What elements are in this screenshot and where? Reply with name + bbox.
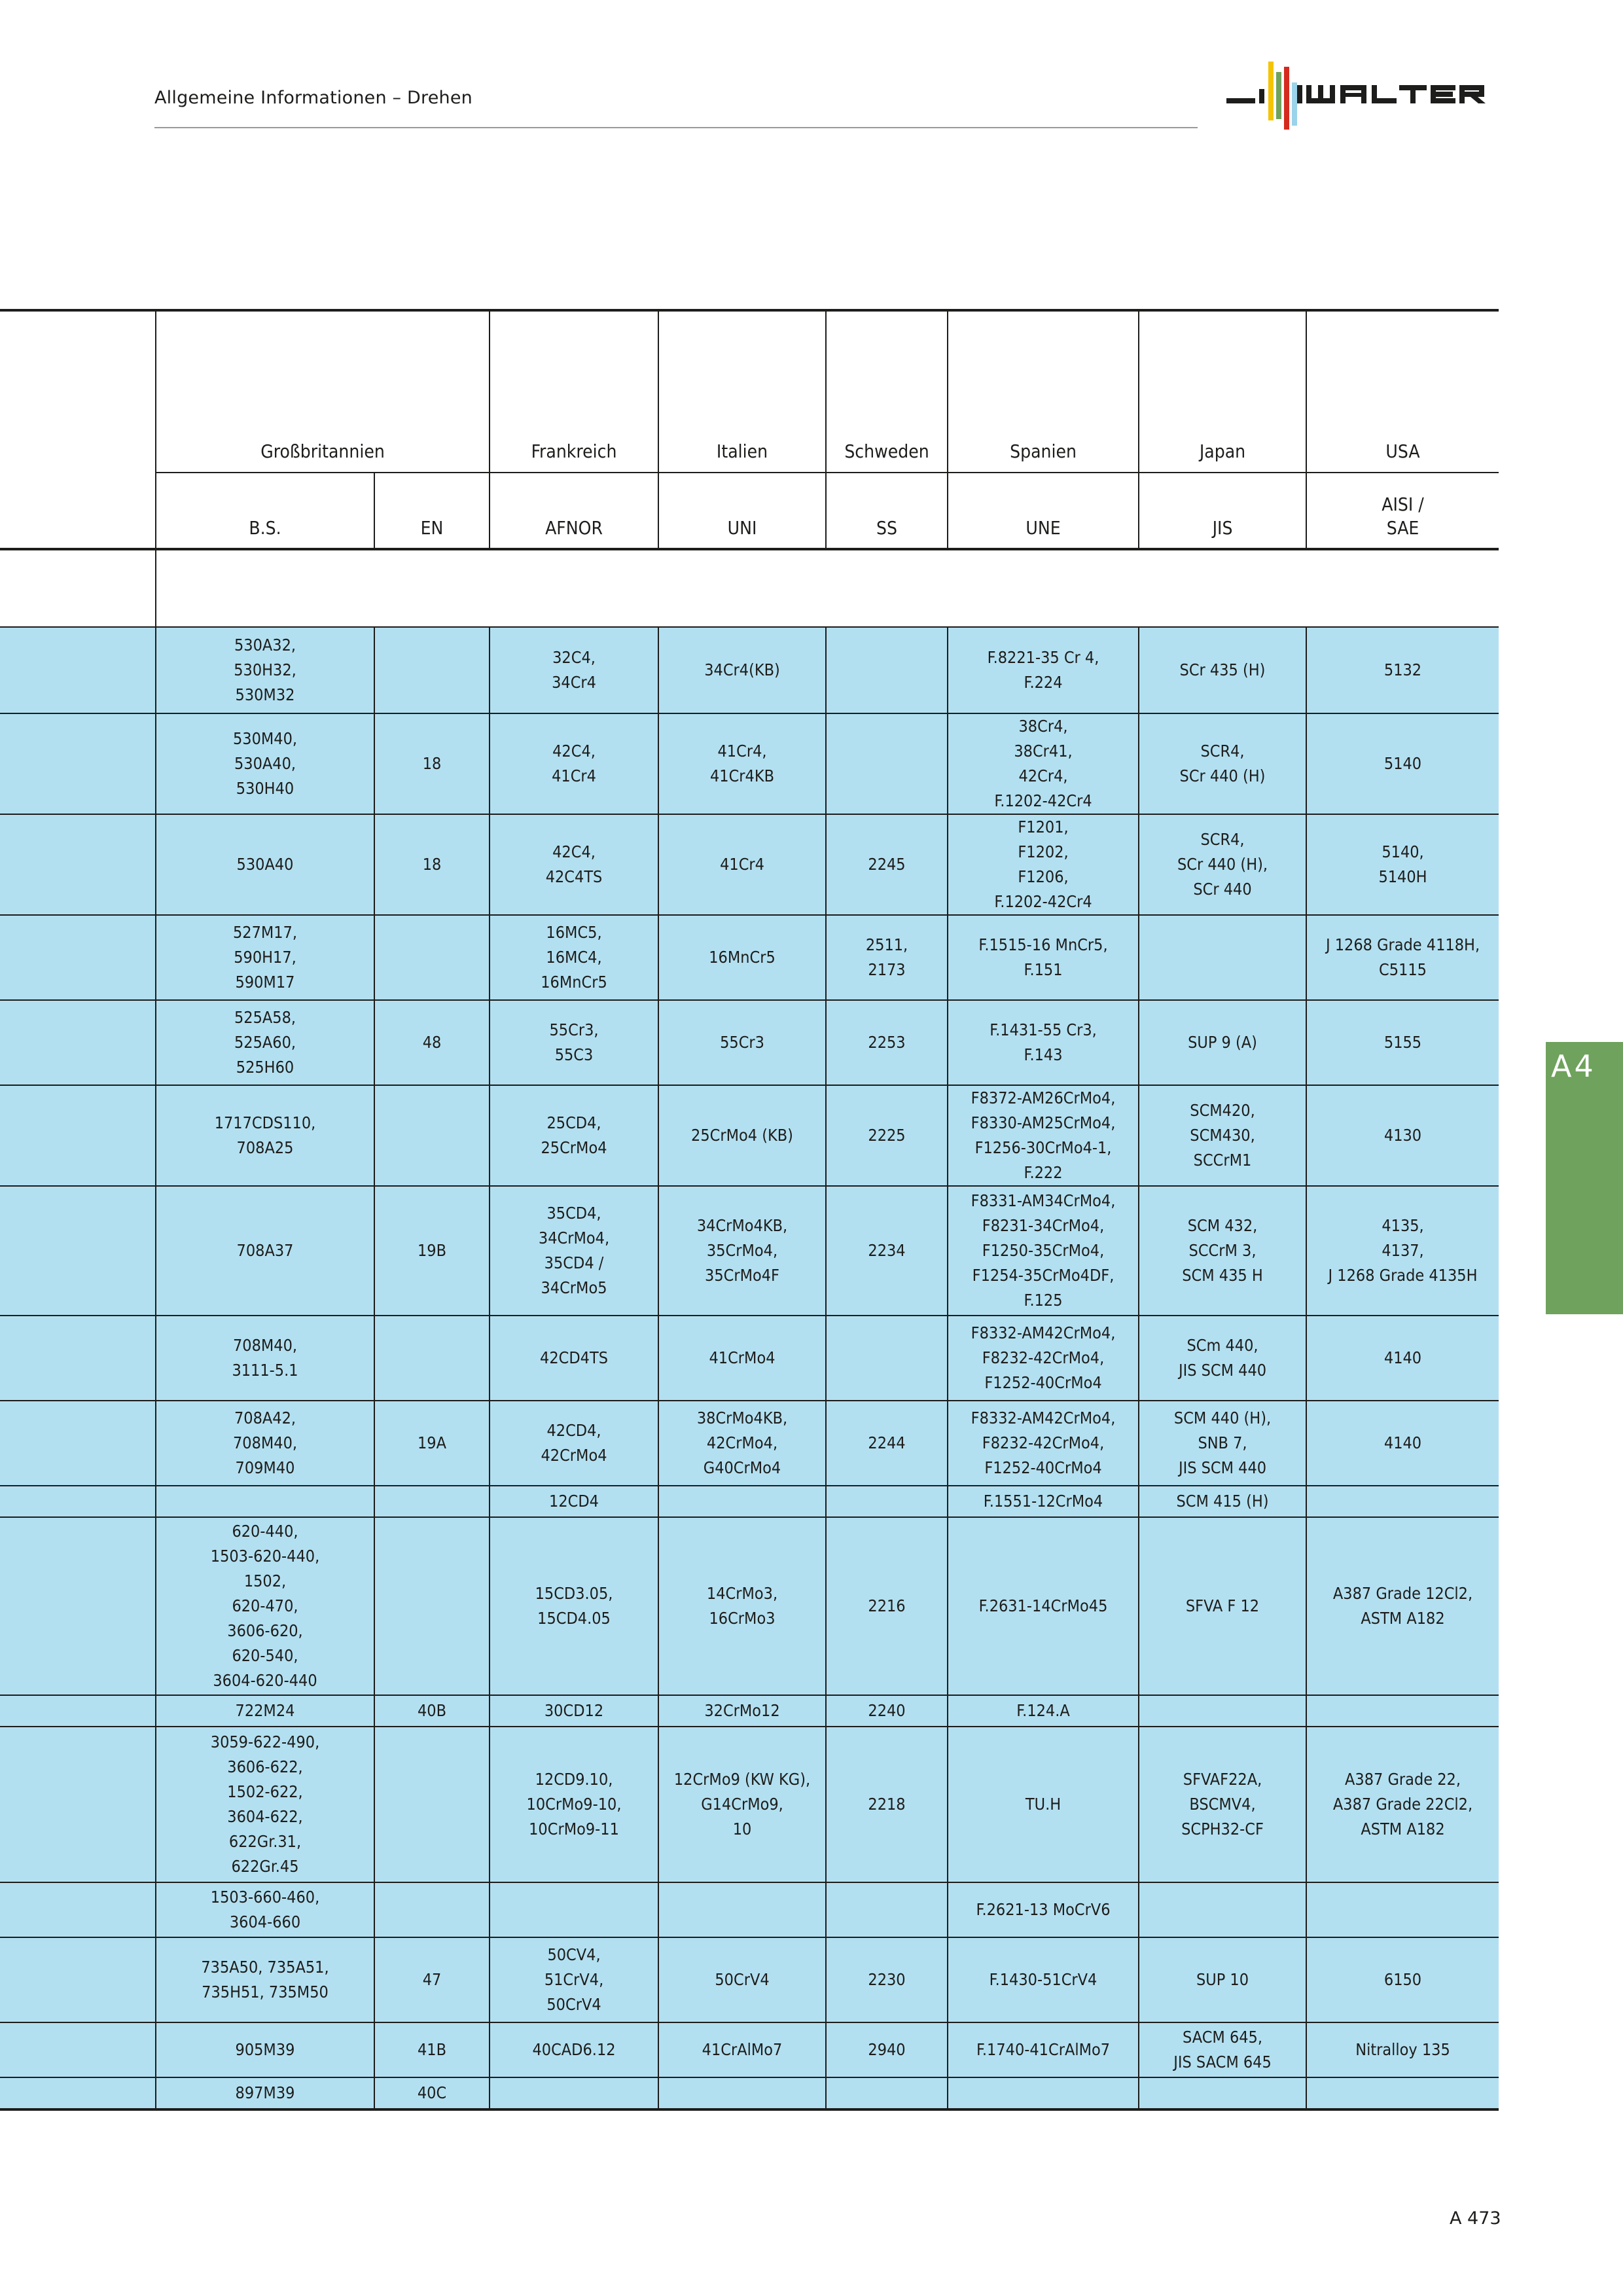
spacer-cell: [0, 549, 156, 627]
table-cell: 5132: [1306, 627, 1499, 713]
table-cell: SACM 645, JIS SACM 645: [1139, 2022, 1306, 2077]
table-row: [0, 1882, 1499, 1937]
table-cell: 6150: [1306, 1937, 1499, 2022]
table-cell: 2225: [826, 1085, 948, 1186]
table-row: [0, 1486, 1499, 1517]
table-cell: SCR4, SCr 440 (H), SCr 440: [1139, 814, 1306, 915]
table-cell: 25CrMo4 (KB): [658, 1085, 826, 1186]
spacer-cell: [156, 549, 1499, 627]
table-cell: 42C4, 42C4TS: [490, 814, 658, 915]
table-cell: SCm 440, JIS SCM 440: [1139, 1316, 1306, 1401]
standard-header-row: [0, 473, 1499, 549]
table-cell: SCM 440 (H), SNB 7, JIS SCM 440: [1139, 1401, 1306, 1486]
table-row: [0, 1000, 1499, 1085]
table-cell: [1139, 1882, 1306, 1937]
table-cell: [1306, 1695, 1499, 1727]
table-cell: 5140: [1306, 713, 1499, 814]
country-header: Großbritannien: [156, 310, 490, 473]
table-cell: 19B: [374, 1186, 490, 1316]
table-cell: [1139, 2077, 1306, 2109]
table-cell: F.2621-13 MoCrV6: [948, 1882, 1139, 1937]
material-cell: [0, 627, 156, 713]
table-cell: 2234: [826, 1186, 948, 1316]
material-cell: [0, 2077, 156, 2109]
table-cell: [1139, 1695, 1306, 1727]
table-cell: F.1551-12CrMo4: [948, 1486, 1139, 1517]
table-cell: 530A40: [156, 814, 374, 915]
table-cell: 55Cr3: [658, 1000, 826, 1085]
table-cell: Nitralloy 135: [1306, 2022, 1499, 2077]
table-cell: [658, 1882, 826, 1937]
table-cell: 735A50, 735A51, 735H51, 735M50: [156, 1937, 374, 2022]
table-cell: SCM 432, SCCrM 3, SCM 435 H: [1139, 1186, 1306, 1316]
table-cell: [826, 1882, 948, 1937]
table-cell: [1306, 2077, 1499, 2109]
table-cell: TU.H: [948, 1727, 1139, 1882]
table-cell: 897M39: [156, 2077, 374, 2109]
grade-rows: [0, 549, 1499, 2109]
table-cell: 1503-660-460, 3604-660: [156, 1882, 374, 1937]
table-cell: 48: [374, 1000, 490, 1085]
table-cell: [658, 2077, 826, 2109]
table-cell: 34CrMo4KB, 35CrMo4, 35CrMo4F: [658, 1186, 826, 1316]
country-header: USA: [1306, 310, 1499, 473]
section-tab-label: A4: [1551, 1049, 1596, 1084]
section-tab[interactable]: [1546, 1042, 1623, 1314]
table-cell: 525A58, 525A60, 525H60: [156, 1000, 374, 1085]
table-cell: 2244: [826, 1401, 948, 1486]
table-cell: 530M40, 530A40, 530H40: [156, 713, 374, 814]
table-cell: [826, 1486, 948, 1517]
table-cell: F.1431-55 Cr3, F.143: [948, 1000, 1139, 1085]
table-cell: 50CrV4: [658, 1937, 826, 2022]
table-cell: [374, 1486, 490, 1517]
table-row: [0, 2022, 1499, 2077]
table-cell: 16MC5, 16MC4, 16MnCr5: [490, 915, 658, 1000]
standard-header: AISI / SAE: [1306, 473, 1499, 549]
standard-header: SS: [826, 473, 948, 549]
table-row: [0, 1085, 1499, 1186]
table-cell: 12CD9.10, 10CrMo9-10, 10CrMo9-11: [490, 1727, 658, 1882]
table-cell: [490, 1882, 658, 1937]
table-cell: 42C4, 41Cr4: [490, 713, 658, 814]
material-cell: [0, 915, 156, 1000]
material-cell: [0, 1316, 156, 1401]
table-cell: [374, 1085, 490, 1186]
table-cell: [826, 627, 948, 713]
table-cell: 38Cr4, 38Cr41, 42Cr4, F.1202-42Cr4: [948, 713, 1139, 814]
standard-header: UNI: [658, 473, 826, 549]
country-header: Spanien: [948, 310, 1139, 473]
table-cell: 32C4, 34Cr4: [490, 627, 658, 713]
table-cell: 19A: [374, 1401, 490, 1486]
material-cell: [0, 1486, 156, 1517]
table-cell: 2218: [826, 1727, 948, 1882]
table-cell: F.1740-41CrAlMo7: [948, 2022, 1139, 2077]
table-cell: 4130: [1306, 1085, 1499, 1186]
table-cell: 40CAD6.12: [490, 2022, 658, 2077]
table-cell: 40B: [374, 1695, 490, 1727]
table-cell: 35CD4, 34CrMo4, 35CD4 / 34CrMo5: [490, 1186, 658, 1316]
table-cell: [1306, 1882, 1499, 1937]
table-cell: 4140: [1306, 1401, 1499, 1486]
table-cell: [374, 627, 490, 713]
country-header: Japan: [1139, 310, 1306, 473]
standard-header: B.S.: [156, 473, 374, 549]
table-cell: 4140: [1306, 1316, 1499, 1401]
table-cell: 41Cr4: [658, 814, 826, 915]
material-cell: [0, 814, 156, 915]
table-cell: [826, 713, 948, 814]
table-cell: SFVAF22A, BSCMV4, SCPH32-CF: [1139, 1727, 1306, 1882]
table-row: [0, 627, 1499, 713]
table-cell: F8332-AM42CrMo4, F8232-42CrMo4, F1252-40CrMo4: [948, 1316, 1139, 1401]
table-cell: F.124.A: [948, 1695, 1139, 1727]
table-cell: F.8221-35 Cr 4, F.224: [948, 627, 1139, 713]
material-cell: [0, 1186, 156, 1316]
table-cell: 2253: [826, 1000, 948, 1085]
table-row: [0, 1937, 1499, 2022]
table-cell: 708A42, 708M40, 709M40: [156, 1401, 374, 1486]
table-cell: [826, 2077, 948, 2109]
table-cell: [374, 1882, 490, 1937]
table-cell: F1201, F1202, F1206, F.1202-42Cr4: [948, 814, 1139, 915]
material-cell: [0, 1882, 156, 1937]
table-cell: 16MnCr5: [658, 915, 826, 1000]
page-header-title: Allgemeine Informationen – Drehen: [154, 88, 473, 108]
standard-header: UNE: [948, 473, 1139, 549]
table-cell: 18: [374, 713, 490, 814]
material-cell: [0, 1000, 156, 1085]
table-row: [0, 814, 1499, 915]
table-cell: 15CD3.05, 15CD4.05: [490, 1517, 658, 1695]
walter-logo: [1226, 59, 1501, 137]
table-cell: F8332-AM42CrMo4, F8232-42CrMo4, F1252-40CrMo4: [948, 1401, 1139, 1486]
table-cell: F.1515-16 MnCr5, F.151: [948, 915, 1139, 1000]
table-cell: [374, 1316, 490, 1401]
material-cell: [0, 2022, 156, 2077]
table-cell: [948, 2077, 1139, 2109]
material-column-header: [0, 473, 156, 549]
table-cell: 41Cr4, 41Cr4KB: [658, 713, 826, 814]
table-cell: 30CD12: [490, 1695, 658, 1727]
header-rule: [154, 127, 1198, 128]
table-row: [0, 2077, 1499, 2109]
table-cell: 2240: [826, 1695, 948, 1727]
table-row: [0, 1727, 1499, 1882]
table-cell: [1306, 1486, 1499, 1517]
table-cell: SCM420, SCM430, SCCrM1: [1139, 1085, 1306, 1186]
table-row: [0, 1517, 1499, 1695]
material-column-header: [0, 310, 156, 473]
table-cell: 34Cr4(KB): [658, 627, 826, 713]
table-cell: [658, 1486, 826, 1517]
table-row: [0, 1695, 1499, 1727]
table-cell: 5140, 5140H: [1306, 814, 1499, 915]
table-cell: 905M39: [156, 2022, 374, 2077]
table-cell: 708M40, 3111-5.1: [156, 1316, 374, 1401]
material-cell: [0, 1937, 156, 2022]
material-cell: [0, 1695, 156, 1727]
page-number: A 473: [1450, 2208, 1501, 2229]
table-cell: 2245: [826, 814, 948, 915]
country-header: Frankreich: [490, 310, 658, 473]
standard-header: JIS: [1139, 473, 1306, 549]
table-cell: 530A32, 530H32, 530M32: [156, 627, 374, 713]
spacer-row: [0, 549, 1499, 627]
table-row: [0, 1401, 1499, 1486]
table-cell: 41CrAlMo7: [658, 2022, 826, 2077]
standard-header: AFNOR: [490, 473, 658, 549]
table-cell: 2230: [826, 1937, 948, 2022]
table-cell: SFVA F 12: [1139, 1517, 1306, 1695]
table-cell: 5155: [1306, 1000, 1499, 1085]
table-cell: [374, 915, 490, 1000]
table-cell: SCr 435 (H): [1139, 627, 1306, 713]
table-cell: [490, 2077, 658, 2109]
table-cell: F8372-AM26CrMo4, F8330-AM25CrMo4, F1256-30CrMo4-1, F.222: [948, 1085, 1139, 1186]
table-cell: [374, 1517, 490, 1695]
table-cell: 55Cr3, 55C3: [490, 1000, 658, 1085]
table-cell: 47: [374, 1937, 490, 2022]
table-cell: 32CrMo12: [658, 1695, 826, 1727]
table-cell: 2940: [826, 2022, 948, 2077]
table-cell: 42CD4TS: [490, 1316, 658, 1401]
table-cell: 50CV4, 51CrV4, 50CrV4: [490, 1937, 658, 2022]
table-cell: 12CD4: [490, 1486, 658, 1517]
material-cell: [0, 1085, 156, 1186]
table-cell: 14CrMo3, 16CrMo3: [658, 1517, 826, 1695]
table-cell: 2511, 2173: [826, 915, 948, 1000]
material-cell: [0, 1727, 156, 1882]
table-cell: 42CD4, 42CrMo4: [490, 1401, 658, 1486]
table-cell: 25CD4, 25CrMo4: [490, 1085, 658, 1186]
table-cell: A387 Grade 12Cl2, ASTM A182: [1306, 1517, 1499, 1695]
country-header: Italien: [658, 310, 826, 473]
table-cell: [374, 1727, 490, 1882]
table-cell: F.1430-51CrV4: [948, 1937, 1139, 2022]
table-row: [0, 915, 1499, 1000]
table-row: [0, 1316, 1499, 1401]
table-cell: 12CrMo9 (KW KG), G14CrMo9, 10: [658, 1727, 826, 1882]
table-cell: F.2631-14CrMo45: [948, 1517, 1139, 1695]
country-header: Schweden: [826, 310, 948, 473]
table-row: [0, 1186, 1499, 1316]
table-cell: F8331-AM34CrMo4, F8231-34CrMo4, F1250-35CrMo4, F1254-35CrMo4DF, F.125: [948, 1186, 1139, 1316]
table-cell: 620-440, 1503-620-440, 1502, 620-470, 3606-620, 620-540, 3604-620-440: [156, 1517, 374, 1695]
table-cell: [156, 1486, 374, 1517]
table-cell: 38CrMo4KB, 42CrMo4, G40CrMo4: [658, 1401, 826, 1486]
standard-header: EN: [374, 473, 490, 549]
material-cell: [0, 1517, 156, 1695]
table-cell: [826, 1316, 948, 1401]
table-row: [0, 713, 1499, 814]
table-cell: 18: [374, 814, 490, 915]
table-cell: [1139, 915, 1306, 1000]
table-cell: 1717CDS110, 708A25: [156, 1085, 374, 1186]
table-cell: 40C: [374, 2077, 490, 2109]
table-cell: 722M24: [156, 1695, 374, 1727]
material-cell: [0, 713, 156, 814]
steel-grade-comparison-table: [0, 309, 1499, 2111]
table-cell: 708A37: [156, 1186, 374, 1316]
table-cell: 2216: [826, 1517, 948, 1695]
table-cell: SUP 9 (A): [1139, 1000, 1306, 1085]
table-cell: SCR4, SCr 440 (H): [1139, 713, 1306, 814]
table-cell: 3059-622-490, 3606-622, 1502-622, 3604-622, 622Gr.31, 622Gr.45: [156, 1727, 374, 1882]
table-cell: A387 Grade 22, A387 Grade 22Cl2, ASTM A182: [1306, 1727, 1499, 1882]
table-cell: 4135, 4137, J 1268 Grade 4135H: [1306, 1186, 1499, 1316]
country-header-row: [0, 310, 1499, 473]
table-cell: SCM 415 (H): [1139, 1486, 1306, 1517]
table-cell: 41CrMo4: [658, 1316, 826, 1401]
table-cell: SUP 10: [1139, 1937, 1306, 2022]
table-cell: 527M17, 590H17, 590M17: [156, 915, 374, 1000]
table-cell: J 1268 Grade 4118H, C5115: [1306, 915, 1499, 1000]
table-cell: 41B: [374, 2022, 490, 2077]
material-cell: [0, 1401, 156, 1486]
